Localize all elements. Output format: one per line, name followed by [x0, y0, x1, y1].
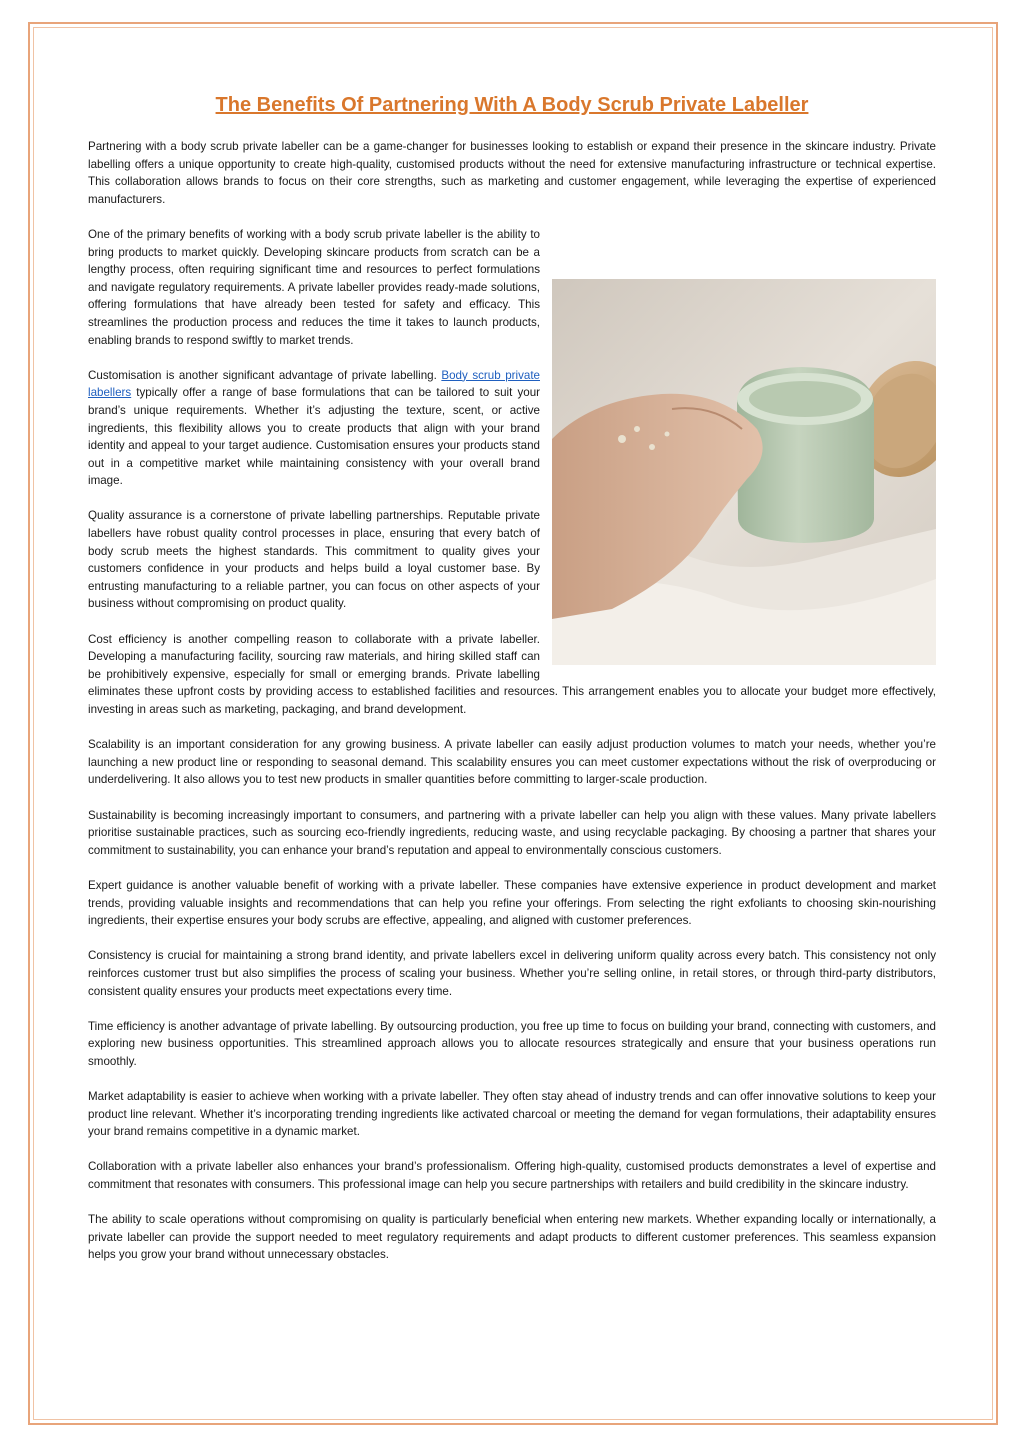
body-scrub-labellers-link[interactable]: Body scrub private labellers: [88, 368, 540, 400]
product-photo: [552, 279, 936, 665]
paragraph-cost: Cost efficiency is another compelling reason to collaborate with a private labeller. Developing a manufacturing facility, sourcing raw materials, and hiring skilled staff can be prohibitively expensive, especially for small or emerging brands. Private labelling eliminates these upfront costs by providing access to established facilities and resources. This arrangement enables you to allocate your budget more effectively, investing in areas such as marketing, packaging, and brand development.: [88, 632, 936, 716]
customisation-text-after: typically offer a range of base formulations that can be tailored to suit your brand’s unique requirements. Whether it’s adjusting the texture, scent, or active ingredients, this flexibility allows you to create products that align with your brand identity and appeal to your target audience. Customisation ensures your products stand out in a competitive market while maintaining consistency with your overall brand image.: [88, 386, 540, 488]
paragraph-intro: Partnering with a body scrub private labeller can be a game-changer for businesses looking to establish or expand their presence in the skincare industry. Private labelling offers a unique opportunity to create high-quality, customised products without the need for extensive manufacturing infrastructure or technical expertise. This collaboration allows brands to focus on their core strengths, such as marketing and customer engagement, while leveraging the expertise of experienced manufacturers.: [88, 140, 936, 206]
hand-with-scrub-jar-image: [552, 279, 936, 665]
paragraph-expert-guidance: Expert guidance is another valuable benefit of working with a private labeller. These companies have extensive experience in product development and market trends, providing valuable insights and recommendations that can help you refine your offerings. From selecting the right exfoliants to choosing skin-nourishing ingredients, their expertise ensures your body scrubs are effective, appealing, and aligned with customer preferences.: [88, 878, 936, 928]
paragraph-speed-text: One of the primary benefits of working with a body scrub private labeller is the ability to bring products to market quickly. Developing skincare products from scratch can be a lengthy process, often requiring significant time and resources to perfect formulations and navigate regulatory requirements. A private labeller provides ready-made solutions, offering formulations that have already been tested for safety and efficacy. This streamlines the production process and reduces the time it takes to launch products, enabling brands to respond swiftly to market trends.: [88, 227, 540, 347]
paragraph-scalability: Scalability is an important consideration for any growing business. A private labeller can easily adjust production volumes to match your needs, whether you’re launching a new product line or responding to seasonal demand. This scalability ensures you can meet customer expectations without the risk of overproducing or underdelivering. It also allows you to test new products in smaller quantities before committing to larger-scale production.: [88, 738, 936, 787]
paragraph-quality: Quality assurance is a cornerstone of private labelling partnerships. Reputable private labellers have robust quality control processes in place, ensuring that every batch of body scrub meets the highest standards. This commitment to quality gives your customers confidence in your products and helps build a loyal customer base. By entrusting manufacturing to a reliable partner, you can focus on other aspects of your business without compromising on product quality.: [88, 509, 540, 611]
paragraph-sustainability: Sustainability is becoming increasingly important to consumers, and partnering with a private labeller can help you align with these values. Many private labellers prioritise sustainable practices, such as sourcing eco-friendly ingredients, reducing waste, and using recyclable packaging. By choosing a partner that shares your commitment to sustainability, you can enhance your brand’s reputation and appeal to environmentally conscious customers.: [88, 808, 936, 857]
paragraph-professionalism: Collaboration with a private labeller also enhances your brand’s professionalism. Offering high-quality, customised products demonstrates a level of expertise and commitment that resonates with consumers. This professional image can help you secure partnerships with retailers and build credibility in the skincare industry.: [88, 1160, 936, 1192]
article: [88, 92, 936, 1282]
customisation-text-before: Customisation is another significant advantage of private labelling.: [88, 368, 442, 382]
paragraph-market-adaptability: Market adaptability is easier to achieve when working with a private labeller. They often stay ahead of industry trends and can offer innovative solutions to keep your product line relevant. Whether it’s incorporating trending ingredients like activated charcoal or meeting the demand for vegan formulations, their adaptability ensures your brand remains competitive in a dynamic market.: [88, 1090, 936, 1139]
paragraph-new-markets: The ability to scale operations without compromising on quality is particularly beneficial when entering new markets. Whether expanding locally or internationally, a private labeller can provide the support needed to meet regulatory requirements and adapt products to different customer preferences. This seamless expansion helps you grow your brand without unnecessary obstacles.: [88, 1213, 936, 1262]
paragraph-speed-wrap: [88, 226, 936, 349]
paragraph-consistency: Consistency is crucial for maintaining a strong brand identity, and private labellers excel in delivering uniform quality across every batch. This consistency not only reinforces customer trust but also simplifies the process of scaling your business. Whether you’re selling online, in retail stores, or through third-party distributors, consistent quality ensures your products meet expectations every time.: [88, 949, 936, 998]
paragraph-speed: [88, 226, 936, 349]
paragraph-time-efficiency: Time efficiency is another advantage of private labelling. By outsourcing production, you free up time to focus on building your brand, connecting with customers, and exploring new business opportunities. This streamlined approach allows you to allocate resources strategically and ensure that your business operations run smoothly.: [88, 1019, 936, 1068]
page-title: The Benefits Of Partnering With A Body Scrub Private Labeller: [215, 94, 809, 116]
